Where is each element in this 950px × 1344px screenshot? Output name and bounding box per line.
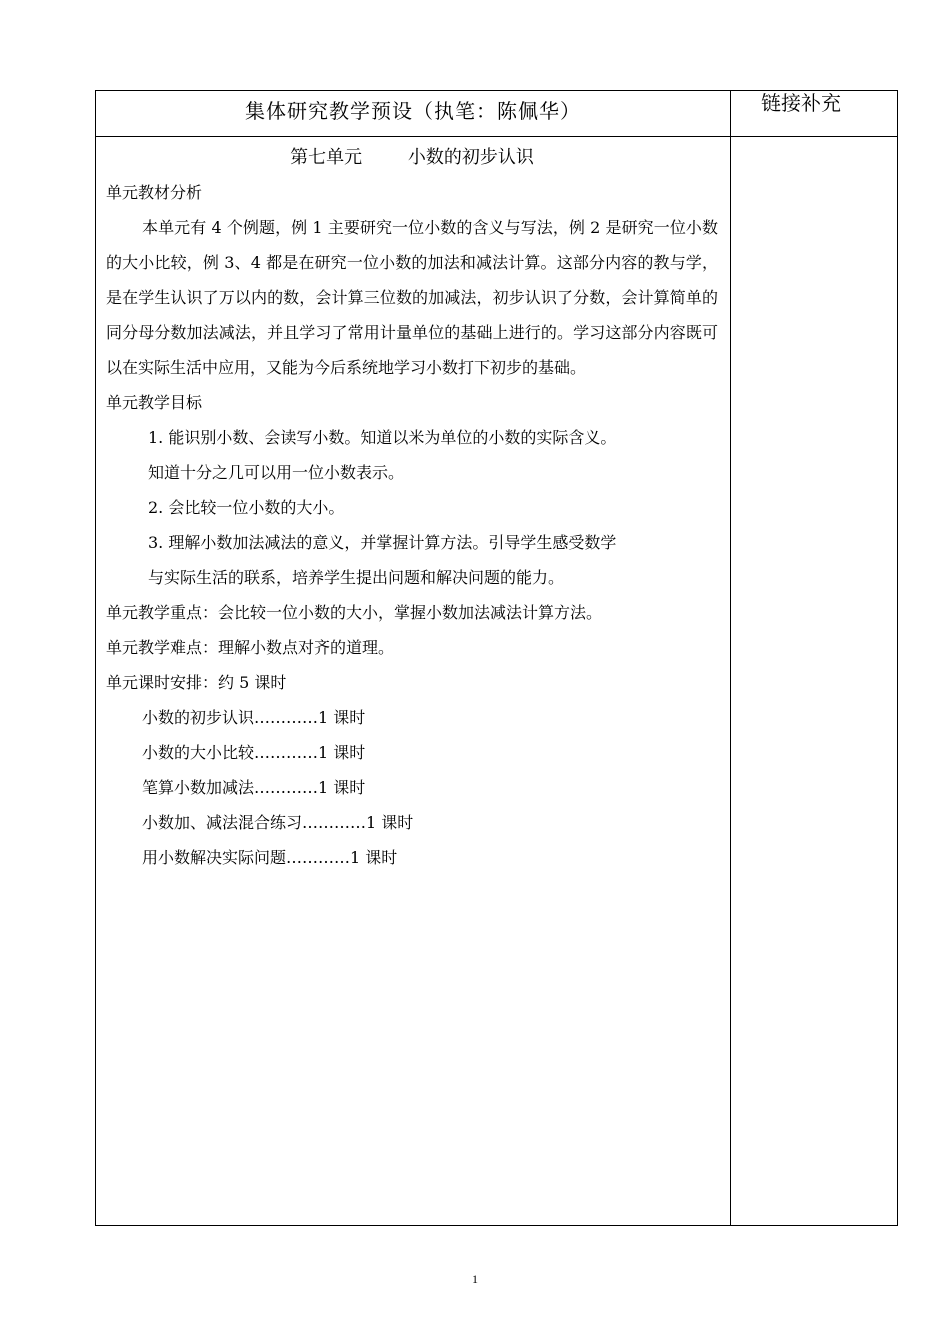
- side-notes-cell: [731, 137, 898, 1226]
- header-row: [96, 91, 898, 137]
- lesson-plan-table: [95, 90, 898, 1226]
- table-title: 集体研究教学预设（执笔：陈佩华）: [96, 91, 731, 137]
- page-number: 1: [472, 1272, 478, 1286]
- schedule-item: 用小数解决实际问题…………1 课时: [142, 848, 398, 867]
- goal-line: 1. 能识别小数、会读写小数。知道以米为单位的小数的实际含义。: [148, 428, 617, 447]
- schedule-item: 小数的大小比较…………1 课时: [142, 743, 366, 762]
- schedule-heading: 单元课时安排：约 5 课时: [106, 673, 287, 692]
- difficulties: 单元教学难点：理解小数点对齐的道理。: [106, 638, 395, 657]
- goal-item: [142, 525, 718, 595]
- goal-line: 3. 理解小数加法减法的意义，并掌握计算方法。引导学生感受数学: [148, 533, 617, 552]
- goal-line: 2. 会比较一位小数的大小。: [148, 498, 345, 517]
- schedule-item: 小数加、减法混合练习…………1 课时: [142, 813, 414, 832]
- schedule-item: 笔算小数加减法…………1 课时: [142, 778, 366, 797]
- goal-item: [142, 420, 718, 490]
- side-column-title: 链接补充: [731, 91, 898, 137]
- goals-heading: 单元教学目标: [106, 393, 203, 412]
- analysis-text: 本单元有 4 个例题，例 1 主要研究一位小数的含义与写法，例 2 是研究一位小数的大小比较，例 3、4 都是在研究一位小数的加法和减法计算。这部分内容的教与学，是在学生认识了万以内的数，会计算三位数的加减法，初步认识了分数，会计算简单的同分母分数加法减法，并且学习了常用计量单位的基础上进行的。学习这部分内容既可以在实际生活中应用，又能为今后系统地学习小数打下初步的基础。: [106, 218, 718, 377]
- main-content-cell: [96, 137, 731, 1226]
- key-points: 单元教学重点：会比较一位小数的大小，掌握小数加法减法计算方法。: [106, 603, 603, 622]
- goal-line-continued: 与实际生活的联系，培养学生提出问题和解决问题的能力。: [148, 568, 565, 587]
- unit-title: 第七单元 小数的初步认识: [290, 147, 534, 168]
- goal-item: [142, 490, 718, 525]
- goal-line-continued: 知道十分之几可以用一位小数表示。: [148, 463, 405, 482]
- analysis-heading: 单元教材分析: [106, 183, 203, 202]
- content-row: [96, 137, 898, 1226]
- schedule-item: 小数的初步认识…………1 课时: [142, 708, 366, 727]
